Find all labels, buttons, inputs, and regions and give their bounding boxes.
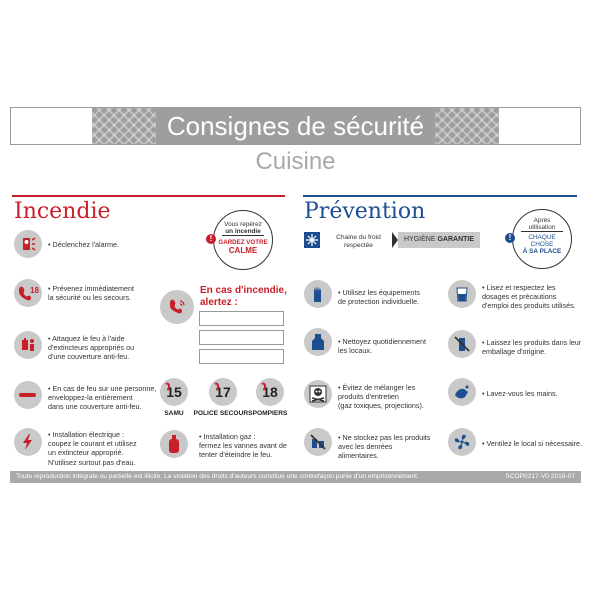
toxic-skull-icon (304, 380, 332, 408)
reference-code: SCOP0217-V0 2018-07 (505, 473, 575, 480)
phone-handset-icon (211, 380, 235, 404)
badge-line: À SA PLACE (522, 248, 562, 255)
incendie-item-text: • Installation électrique : coupez le courant et utilisez un extincteur approprié. N'utilisez surtout pas d'eau. (48, 430, 137, 467)
page-title: Consignes de sécurité (166, 111, 425, 141)
incendie-item-text: • En cas de feu sur une personne, enveloppez-la entièrement dans une couverture anti-feu. (48, 384, 157, 412)
keep-calm-badge (213, 210, 273, 270)
svg-text:18: 18 (30, 286, 39, 295)
measuring-cup-icon (448, 280, 476, 308)
police-number: 17 (215, 384, 231, 400)
police-label: POLICE SECOURS (193, 410, 253, 417)
alert-field-1[interactable] (199, 311, 284, 326)
badge-line: Vous repérez (224, 221, 262, 228)
extinguisher-person-icon (14, 331, 42, 359)
gloves-icon (304, 280, 332, 308)
info-icon: ! (505, 233, 515, 243)
apron-icon (304, 328, 332, 356)
badge-line: Après (533, 217, 551, 224)
prevention-item-text: • Laissez les produits dans leur emballage d'origine. (482, 338, 582, 357)
hygiene-label: HYGIÈNE GARANTIE (398, 232, 480, 248)
prevention-item-text: • Nettoyez quotidiennement les locaux. (338, 337, 427, 356)
footer-bar (10, 471, 581, 483)
prevention-item-text: • Lisez et respectez les dosages et précautions d'emploi des produits utilisés. (482, 283, 576, 311)
prevention-item-text: • Ventilez le local si nécessaire. (482, 439, 582, 448)
incendie-item-text: • Attaquez le feu à l'aide d'extincteurs appropriés ou d'une couverture anti-feu. (48, 334, 135, 362)
phone-handset-icon (258, 380, 282, 404)
gas-bottle-icon (160, 430, 188, 458)
pompiers-number: 18 (262, 384, 278, 400)
badge-line: CHAQUE (528, 234, 556, 241)
alert-field-3[interactable] (199, 349, 284, 364)
incendie-item-text: • Prévenez immédiatement la sécurité ou les secours. (48, 284, 135, 303)
everything-in-place-badge (512, 209, 572, 269)
badge-line: CALME (228, 246, 258, 255)
prevention-item-text: • Ne stockez pas les produits avec les denrées alimentaires. (338, 433, 431, 461)
badge-line: utilisation (521, 224, 563, 232)
phone-handset-icon (162, 380, 186, 404)
samu-number: 15 (166, 384, 182, 400)
pompiers-label: POMPIERS (252, 410, 288, 417)
phone-18-icon (14, 279, 42, 307)
cold-chain-label: Chaine du froid respectée (336, 234, 381, 249)
no-transfer-bottle-icon (448, 330, 476, 358)
badge-line: CHOSE (530, 241, 554, 248)
fan-icon (448, 428, 476, 456)
alert-heading: En cas d'incendie, alertez : (200, 285, 287, 308)
hand-washing-icon (448, 378, 476, 406)
prevention-item-text: • Utilisez les équipements de protection individuelle. (338, 288, 421, 307)
badge-line: GARDEZ VOTRE (218, 239, 268, 246)
samu-label: SAMU (164, 410, 184, 417)
alarm-icon (14, 230, 42, 258)
snowflake-icon (304, 232, 320, 248)
no-food-storage-icon (304, 428, 332, 456)
copyright-notice: Toute reproduction intégrale ou partielle est illicite. La violation des droits d'auteurs constitue une contrefaçon punie d'un emprisonnement. (16, 473, 419, 480)
alert-field-2[interactable] (199, 330, 284, 345)
gas-text: • Installation gaz : fermez les vannes avant de tenter d'éteindre le feu. (199, 432, 287, 460)
badge-line: un incendie (222, 228, 264, 236)
prevention-rule (303, 195, 577, 197)
incendie-rule (12, 195, 285, 197)
incendie-item-text: • Déclenchez l'alarme. (48, 240, 120, 249)
phone-alert-icon (160, 290, 194, 324)
page-subtitle: Cuisine (255, 148, 336, 175)
incendie-heading: Incendie (14, 199, 111, 224)
prevention-item-text: • Lavez-vous les mains. (482, 389, 558, 398)
person-on-fire-icon (14, 381, 42, 409)
electric-fire-icon (14, 428, 42, 456)
warning-icon: ! (206, 234, 216, 244)
prevention-item-text: • Évitez de mélanger les produits d'entretien (gaz toxiques, projections). (338, 383, 424, 411)
prevention-heading: Prévention (304, 199, 426, 224)
